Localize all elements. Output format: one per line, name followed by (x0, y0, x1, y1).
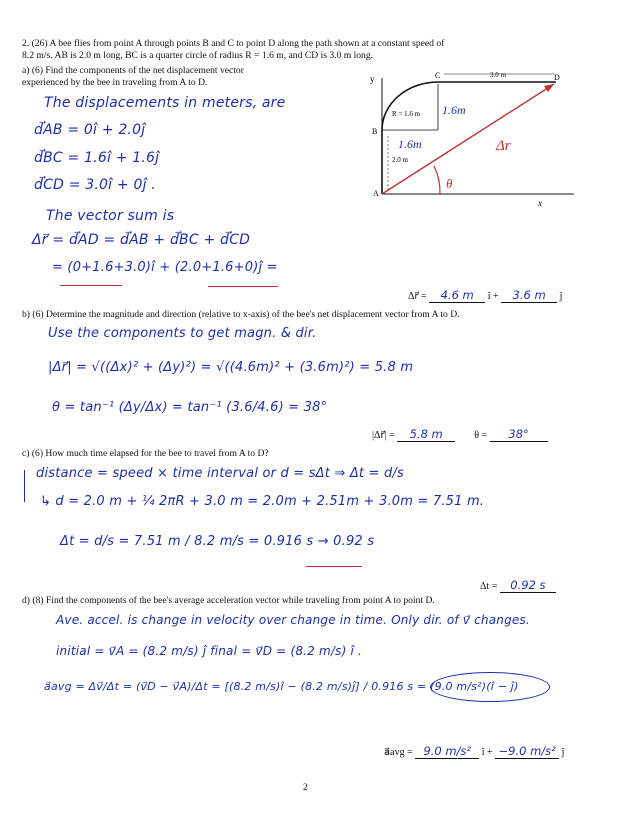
label-ab-length: 2.0 m (392, 156, 408, 164)
label-x: x (538, 198, 542, 208)
hand-label-1p6-below: 1.6m (398, 137, 422, 151)
part-b-answer (372, 427, 548, 442)
part-c-answer-field[interactable] (500, 578, 556, 593)
theta-arc (434, 166, 440, 194)
part-c-answer-value: 0.92 s (510, 578, 546, 592)
part-b-answer-theta-value: 38° (508, 427, 529, 441)
red-underline-time (306, 566, 362, 567)
part-c-hand-line2: ↳ d = 2.0 m + ¼ 2πR + 3.0 m = 2.0m + 2.51m + 3.0m = 7.51 m. (40, 494, 485, 509)
part-a-hand-sum-eq: Δr⃗ = d⃗AD = d⃗AB + d⃗BC + d⃗CD (32, 232, 251, 248)
hand-label-theta: θ (446, 176, 453, 191)
label-d: D (554, 73, 560, 82)
part-c-hand-line1: distance = speed × time interval or d = sΔt ⇒ Δt = d/s (36, 466, 404, 481)
part-d-hand-line1: Ave. accel. is change in velocity over change in time. Only dir. of v⃗ changes. (56, 613, 530, 627)
hand-label-1p6-right: 1.6m (442, 103, 466, 117)
page-number: 2 (303, 782, 308, 793)
label-y: y (370, 74, 375, 84)
part-c-answer (480, 578, 556, 593)
part-a-question-line2: experienced by the bee in traveling from A to D. (22, 77, 208, 88)
part-a-answer-x[interactable] (429, 288, 485, 303)
delta-r-arrowhead (544, 84, 554, 92)
problem-header-line2: 8.2 m/s. AB is 2.0 m long, BC is a quarter circle of radius R = 1.6 m, and CD is 3.0 m long. (22, 50, 374, 61)
label-a: A (373, 189, 379, 198)
part-a-answer-x-value: 4.6 m (440, 288, 474, 302)
part-a-answer-y-value: 3.6 m (512, 288, 546, 302)
part-a-hand-line1: The displacements in meters, are (44, 95, 286, 111)
part-a-answer-label: Δr⃗ = (408, 291, 427, 302)
part-a-answer-y[interactable] (501, 288, 557, 303)
part-a-hand-dbc: d⃗BC = 1.6î + 1.6ĵ (34, 150, 160, 166)
part-b-answer-mag-label: |Δr⃗| = (372, 430, 395, 441)
part-c-hand-line3: Δt = d/s = 7.51 m / 8.2 m/s = 0.916 s → 0.92 s (60, 534, 375, 549)
label-c: C (435, 71, 441, 80)
part-d-answer (384, 744, 564, 759)
problem-header-line1: 2. (26) A bee flies from point A through points B and C to point D along the path shown at a constant speed of (22, 38, 445, 49)
red-underline-i (60, 285, 122, 286)
part-b-hand-angle: θ = tan⁻¹ (Δy/Δx) = tan⁻¹ (3.6/4.6) = 38° (52, 400, 328, 415)
part-b-answer-mag[interactable] (397, 427, 455, 442)
part-d-answer-label: a⃗avg = (384, 747, 413, 758)
part-a-answer (408, 288, 562, 303)
red-underline-j (208, 286, 278, 287)
path-diagram (368, 70, 578, 210)
arc-bc (382, 82, 438, 130)
label-cd-length: 3.0 m (490, 71, 506, 79)
part-b-answer-mag-value: 5.8 m (409, 427, 443, 441)
part-a-hand-sum-expand: = (0+1.6+3.0)î + (2.0+1.6+0)ĵ = (52, 260, 278, 275)
bracket-line (24, 470, 25, 502)
part-a-hand-dab: d⃗AB = 0î + 2.0ĵ (34, 122, 146, 138)
label-b: B (372, 127, 378, 136)
hand-label-delta-r: Δr⃗ (496, 138, 523, 154)
part-a-question-line1: a) (6) Find the components of the net displacement vector (22, 65, 244, 76)
label-radius: R = 1.6 m (392, 110, 421, 118)
part-d-answer-j: ĵ (561, 747, 565, 758)
part-d-hand-line3: a⃗avg = Δv⃗/Δt = (v⃗D − v⃗A)/Δt = [(8.2 m/s)î − (8.2 m/s)ĵ] / 0.916 s = (9.0 m/s²)(î − ĵ) (44, 680, 519, 693)
part-b-hand-line1: Use the components to get magn. & dir. (48, 326, 317, 341)
part-b-hand-mag: |Δr⃗| = √((Δx)² + (Δy)²) = √((4.6m)² + (3.6m)²) = 5.8 m (48, 360, 414, 375)
part-d-answer-y[interactable] (495, 744, 559, 759)
part-a-answer-j: ĵ (559, 291, 563, 302)
part-a-hand-sum-label: The vector sum is (46, 208, 175, 224)
part-d-answer-y-value: −9.0 m/s² (498, 744, 556, 758)
part-b-answer-theta-label: θ = (474, 430, 488, 441)
circled-result (430, 672, 550, 702)
part-a-answer-i: î + (487, 291, 499, 302)
part-a-hand-dcd: d⃗CD = 3.0î + 0ĵ . (34, 177, 156, 193)
part-d-question: d) (8) Find the components of the bee's average acceleration vector while traveling from point A to point D. (22, 595, 435, 606)
part-d-hand-line2: initial = v⃗A = (8.2 m/s) ĵ final = v⃗D = (8.2 m/s) î . (56, 644, 363, 658)
part-c-question: c) (6) How much time elapsed for the bee to travel from A to D? (22, 448, 269, 459)
part-b-answer-theta[interactable] (490, 427, 548, 442)
part-b-question: b) (6) Determine the magnitude and direction (relative to x-axis) of the bee's net displacement vector from A to D. (22, 309, 460, 320)
part-d-answer-x-value: 9.0 m/s² (423, 744, 472, 758)
part-c-answer-label: Δt = (480, 581, 498, 592)
part-d-answer-x[interactable] (415, 744, 479, 759)
part-d-answer-i: î + (481, 747, 493, 758)
